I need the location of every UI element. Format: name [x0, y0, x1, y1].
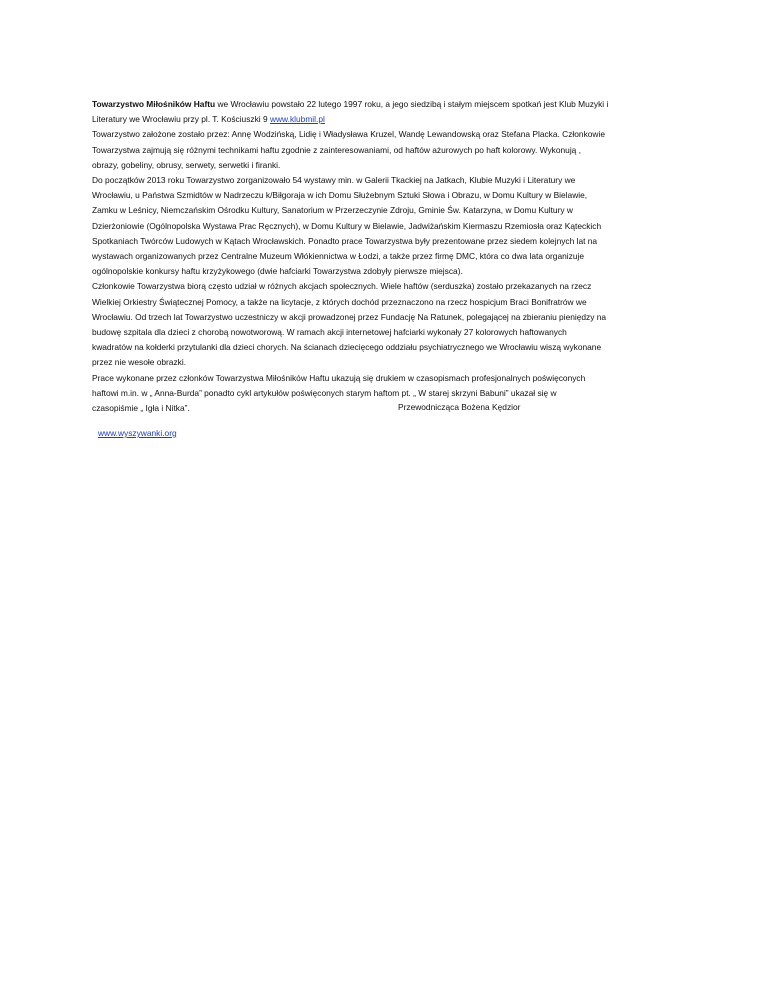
- text-line: Zamku w Leśnicy, Niemczańskim Ośrodku Kultury, Sanatorium w Przerzeczynie Zdroju, Gminie Św. Katarzyna, w Domu Kultury w: [92, 205, 573, 216]
- text-line: Do początków 2013 roku Towarzystwo zorganizowało 54 wystawy min. w Galerii Tkackiej na Jatkach, Klubie Muzyki i Literatury we: [92, 175, 576, 186]
- society-name: Towarzystwo Miłośników Haftu: [92, 99, 216, 109]
- text-line: Spotkaniach Twórców Ludowych w Kątach Wrocławskich. Ponadto prace Towarzystwa były prezentowane przez siedem kolejnych lat na: [92, 235, 598, 246]
- text-line: przez nie wesołe obrazki.: [92, 357, 187, 368]
- text-line: Towarzystwa zajmują się różnymi technikami haftu zgodnie z zainteresowaniami, od haftów ażurowych po haft kolorowy. Wykonują ,: [92, 144, 581, 155]
- text-line: [92, 97, 682, 112]
- text-line: Wrocławiu. Od trzech lat Towarzystwo uczestniczy w akcji prowadzonej przez Fundację Na Ratunek, polegającej na zbieraniu pieniędzy na: [92, 311, 607, 322]
- text-line: [92, 112, 682, 127]
- wyszywanki-link[interactable]: www.wyszywanki.org: [98, 428, 177, 438]
- text-line: ogólnopolskie konkursy haftu krzyżykowego (dwie hafciarki Towarzystwa zdobyły pierwsze miejsca).: [92, 266, 463, 277]
- signature: Przewodnicząca Bożena Kędzior: [398, 402, 521, 412]
- text-line: Towarzystwo założone zostało przez: Annę Wodzińską, Lidię i Władysława Kruzel, Wandę Lewandowską oraz Stefana Placka. Członkowie: [92, 129, 605, 140]
- text-line: Wielkiej Orkiestry Świątecznej Pomocy, a także na licytacje, z których dochód przeznaczono na rzecz hospicjum Braci Bonifratrów we: [92, 296, 587, 307]
- text-line: Prace wykonane przez członków Towarzystwa Miłośników Haftu ukazują się drukiem w czasopismach profesjonalnych poświęconych: [92, 372, 586, 383]
- line-text: we Wrocławiu powstało 22 lutego 1997 roku, a jego siedzibą i stałym miejscem spotkań jest Klub Muzyki i: [215, 99, 609, 109]
- text-line: haftowi m.in. w „ Anna-Burda” ponadto cykl artykułów poświęconych starym haftom pt. „ W starej skrzyni Babuni” ukazał się w: [92, 387, 557, 398]
- website-footer: [98, 427, 177, 439]
- klubmil-link[interactable]: www.klubmil.pl: [269, 114, 325, 125]
- text-line: kwadratów na kołderki przytulanki dla dzieci chorych. Na ścianach dziecięcego oddziału psychiatrycznego we Wrocławiu wiszą wykonane: [92, 342, 602, 353]
- text-line: wystawach organizowanych przez Centralne Muzeum Włókiennictwa w Łodzi, a także przez firmę DMC, która co dwa lata organizuje: [92, 251, 585, 262]
- text-line: Wrocławiu, u Państwa Szmidtów w Nadrzeczu k/Biłgoraja w ich Domu Służebnym Sztuki Słowa i Obrazu, w Domu Kultury w Bielawie,: [92, 190, 588, 201]
- line-text: Literatury we Wrocławiu przy pl. T. Kościuszki 9: [92, 114, 270, 125]
- text-line: obrazy, gobeliny, obrusy, serwety, serwetki i firanki.: [92, 159, 281, 170]
- text-line: czasopiśmie „ Igła i Nitka”.: [92, 403, 190, 414]
- text-line: budowę szpitala dla dzieci z chorobą nowotworową. W ramach akcji internetowej hafciarki wykonały 27 kolorowych haftowanych: [92, 327, 567, 338]
- text-line: Członkowie Towarzystwa biorą często udział w różnych akcjach społecznych. Wiele haftów (serduszka) zostało przekazanych na rzecz: [92, 281, 592, 292]
- body-text: [92, 97, 682, 416]
- text-line: Dzierżoniowie (Ogólnopolska Wystawa Prac Ręcznych), w Domu Kultury w Bielawie, Jadwiżańskim Kiermaszu Rzemiosła oraz Kąteckich: [92, 220, 602, 231]
